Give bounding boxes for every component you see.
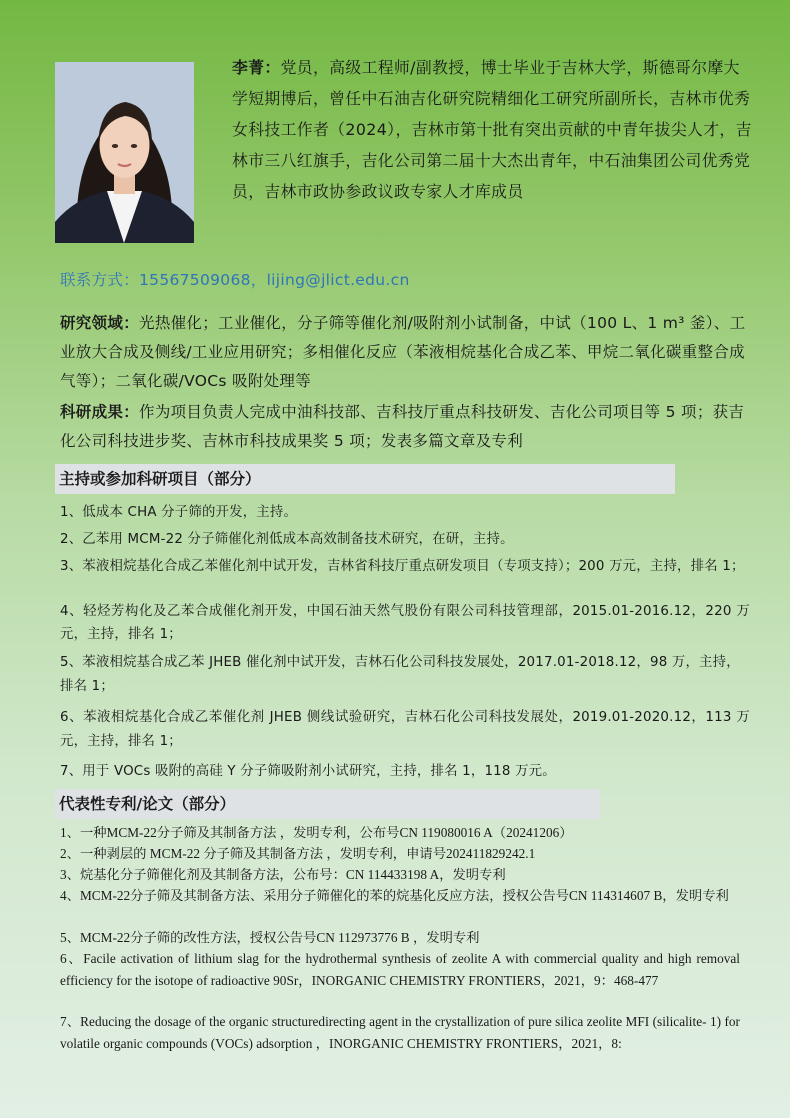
research-field [60, 309, 750, 396]
profile-photo [55, 62, 194, 243]
patent-item: 6、Facile activation of lithium slag for the hydrothermal synthesis of zeolite A with commercial quality and high removal efficiency for the isotope of radioactive 90Sr，INORGANIC CHEMISTRY FRONTIERS，2021，9：468-477 [60, 951, 740, 988]
achievements-text: 作为项目负责人完成中油科技部、吉科技厅重点科技研发、吉化公司项目等 5 项；获吉化公司科技进步奖、吉林市科技成果奖 5 项；发表多篇文章及专利 [60, 403, 745, 450]
project-item: 2、乙苯用 MCM-22 分子筛催化剂低成本高效制备技术研究，在研，主持。 [60, 532, 514, 547]
research-achievements [60, 398, 750, 456]
project-item: 1、低成本 CHA 分子筛的开发，主持。 [60, 505, 298, 520]
project-item: 7、用于 VOCs 吸附的高硅 Y 分子筛吸附剂小试研究，主持，排名 1，118 万元。 [60, 764, 556, 779]
contact-info: 联系方式：15567509068，lijing@jlict.edu.cn [60, 271, 410, 289]
patent-item: 5、MCM-22分子筛的改性方法，授权公告号CN 112973776 B ，发明专利 [60, 930, 480, 945]
patent-item: 1、一种MCM-22分子筛及其制备方法 ，发明专利，公布号CN 119080016 A（20241206） [60, 825, 573, 840]
profile-bio-text: 党员，高级工程师/副教授，博士毕业于吉林大学，斯德哥尔摩大学短期博后，曾任中石油吉化研究院精细化工研究所副所长，吉林市优秀女科技工作者（2024），吉林市第十批有突出贡献的中青年拔尖人才，吉林市三八红旗手，吉化公司第二届十大杰出青年，中石油集团公司优秀党员，吉林市政协参政议政专家人才库成员 [232, 58, 752, 201]
profile-bio [232, 52, 754, 207]
projects-section-title: 主持或参加科研项目（部分） [55, 464, 675, 494]
patents-section-title: 代表性专利/论文（部分） [55, 789, 600, 819]
research-field-label: 研究领域： [60, 314, 140, 332]
project-item: 3、苯液相烷基化合成乙苯催化剂中试开发，吉林省科技厅重点研发项目（专项支持）；200 万元，主持，排名 1； [60, 559, 745, 574]
project-item: 6、苯液相烷基化合成乙苯催化剂 JHEB 侧线试验研究，吉林石化公司科技发展处，2019.01-2020.12，113 万元，主持，排名 1； [60, 710, 750, 749]
project-item: 5、苯液相烷基合成乙苯 JHEB 催化剂中试开发，吉林石化公司科技发展处，2017.01-2018.12，98 万，主持，排名 1； [60, 655, 740, 694]
achievements-label: 科研成果： [60, 403, 140, 421]
patent-item: 7、Reducing the dosage of the organic structuredirecting agent in the crystallization of pure silica zeolite MFI (silicalite- 1) for volatile organic compounds (VOCs) adsorption ，INORGANIC CHEMISTRY FRONTIERS，2021，8: [60, 1014, 740, 1051]
patent-item: 2、一种剥层的 MCM-22 分子筛及其制备方法 ，发明专利，申请号202411829242.1 [60, 846, 536, 861]
research-field-text: 光热催化；工业催化，分子筛等催化剂/吸附剂小试制备，中试（100 L、1 m³ 釜）、工业放大合成及侧线/工业应用研究；多相催化反应（苯液相烷基化合成乙苯、甲烷二氧化碳重整合成气等）；二氧化碳/VOCs 吸附处理等 [60, 314, 746, 390]
patent-item: 4、MCM-22分子筛及其制备方法、采用分子筛催化的苯的烷基化反应方法，授权公告号CN 114314607 B，发明专利 [60, 888, 729, 903]
profile-name: 李菁 [232, 58, 265, 77]
name-colon: ： [264, 58, 281, 77]
project-item: 4、轻烃芳构化及乙苯合成催化剂开发，中国石油天然气股份有限公司科技管理部，2015.01-2016.12，220 万元，主持，排名 1； [60, 604, 750, 642]
patent-item: 3、烷基化分子筛催化剂及其制备方法，公布号：CN 114433198 A，发明专利 [60, 867, 506, 882]
